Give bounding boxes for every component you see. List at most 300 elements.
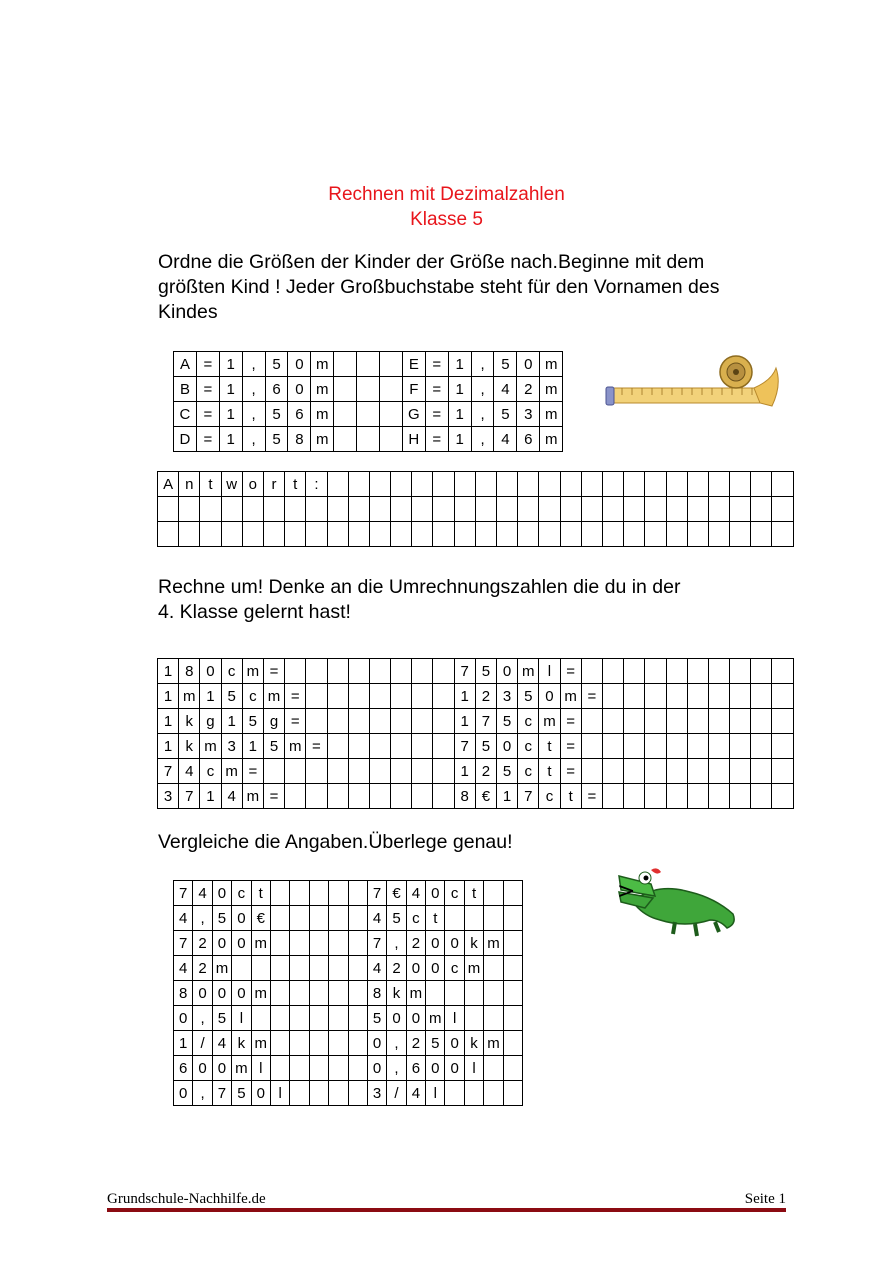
task1-line-2: größten Kind ! Jeder Großbuchstabe steht für den Vornamen des — [158, 276, 720, 298]
grid-cell — [309, 881, 328, 906]
task1-line-3: Kindes — [158, 301, 218, 323]
grid-cell: G — [402, 402, 425, 427]
grid-cell: 4 — [406, 1081, 425, 1106]
grid-cell — [581, 709, 602, 734]
grid-cell: 1 — [221, 709, 242, 734]
grid-cell — [708, 659, 729, 684]
heights-table — [173, 351, 563, 452]
grid-row — [174, 1081, 523, 1106]
grid-cell — [334, 377, 357, 402]
title-line-1: Rechnen mit Dezimalzahlen — [328, 184, 565, 205]
grid-cell: m — [484, 1031, 503, 1056]
footer-page-number: Seite 1 — [744, 1191, 786, 1207]
grid-cell — [433, 734, 454, 759]
grid-cell: = — [196, 377, 219, 402]
grid-cell: = — [196, 427, 219, 452]
grid-cell — [179, 522, 200, 547]
grid-cell: 0 — [288, 377, 311, 402]
grid-cell: 8 — [288, 427, 311, 452]
grid-cell — [539, 472, 560, 497]
task1-line-1: Ordne die Größen der Kinder der Größe nach.Beginne mit dem — [158, 251, 705, 273]
grid-row — [174, 352, 563, 377]
grid-cell — [348, 931, 367, 956]
grid-cell: 5 — [221, 684, 242, 709]
grid-cell — [290, 956, 309, 981]
grid-cell — [624, 734, 645, 759]
grid-cell — [772, 734, 793, 759]
grid-cell: r — [263, 472, 284, 497]
grid-cell — [503, 931, 522, 956]
grid-row — [174, 906, 523, 931]
grid-cell — [730, 784, 751, 809]
grid-cell — [412, 659, 433, 684]
grid-cell — [475, 472, 496, 497]
grid-cell — [433, 709, 454, 734]
grid-cell — [708, 472, 729, 497]
grid-cell — [687, 684, 708, 709]
grid-cell: , — [387, 931, 406, 956]
grid-cell — [445, 1081, 464, 1106]
grid-cell: t — [464, 881, 483, 906]
grid-cell: c — [518, 759, 539, 784]
grid-cell: 5 — [518, 684, 539, 709]
grid-cell: E — [402, 352, 425, 377]
grid-cell: g — [263, 709, 284, 734]
grid-cell — [624, 709, 645, 734]
grid-cell — [464, 906, 483, 931]
grid-cell — [475, 522, 496, 547]
grid-cell: , — [193, 1081, 212, 1106]
grid-cell — [751, 684, 772, 709]
grid-cell — [645, 784, 666, 809]
grid-cell — [263, 759, 284, 784]
grid-cell: l — [426, 1081, 445, 1106]
grid-cell: 1 — [219, 427, 242, 452]
grid-cell — [391, 784, 412, 809]
grid-cell — [290, 881, 309, 906]
footer-divider — [107, 1208, 786, 1212]
grid-cell: = — [560, 709, 581, 734]
grid-cell — [357, 402, 380, 427]
grid-cell: , — [471, 352, 494, 377]
grid-cell: k — [179, 709, 200, 734]
grid-cell — [263, 497, 284, 522]
grid-cell — [270, 931, 289, 956]
grid-cell: 5 — [497, 759, 518, 784]
grid-row — [158, 759, 794, 784]
grid-cell: 1 — [448, 377, 471, 402]
grid-cell: 0 — [367, 1056, 386, 1081]
grid-cell — [464, 981, 483, 1006]
grid-cell — [309, 906, 328, 931]
grid-cell — [309, 956, 328, 981]
grid-cell: m — [200, 734, 221, 759]
grid-cell — [624, 759, 645, 784]
grid-cell: = — [196, 352, 219, 377]
grid-cell — [306, 659, 327, 684]
grid-cell — [602, 497, 623, 522]
grid-cell: m — [242, 659, 263, 684]
grid-cell: , — [242, 352, 265, 377]
grid-cell: 0 — [232, 931, 251, 956]
grid-cell — [242, 522, 263, 547]
grid-cell — [730, 759, 751, 784]
grid-cell: 0 — [426, 931, 445, 956]
grid-cell — [270, 1031, 289, 1056]
grid-cell: = — [242, 759, 263, 784]
grid-cell: m — [311, 402, 334, 427]
grid-cell — [581, 472, 602, 497]
grid-cell — [708, 784, 729, 809]
grid-cell — [329, 1031, 348, 1056]
grid-cell — [306, 684, 327, 709]
grid-cell — [348, 906, 367, 931]
grid-cell — [751, 759, 772, 784]
grid-cell — [772, 784, 793, 809]
grid-cell — [518, 472, 539, 497]
grid-cell: , — [471, 377, 494, 402]
grid-cell — [772, 709, 793, 734]
grid-cell — [484, 906, 503, 931]
grid-cell: 8 — [179, 659, 200, 684]
grid-cell — [270, 1006, 289, 1031]
grid-cell: c — [539, 784, 560, 809]
grid-cell: 5 — [475, 734, 496, 759]
grid-cell — [445, 906, 464, 931]
grid-row — [174, 981, 523, 1006]
grid-cell — [518, 497, 539, 522]
grid-cell: 5 — [263, 734, 284, 759]
grid-cell: 0 — [288, 352, 311, 377]
grid-cell: 1 — [200, 684, 221, 709]
grid-cell: t — [426, 906, 445, 931]
grid-cell — [484, 1006, 503, 1031]
grid-cell — [348, 784, 369, 809]
grid-cell: 1 — [158, 684, 179, 709]
grid-cell — [290, 981, 309, 1006]
grid-cell: w — [221, 472, 242, 497]
grid-cell: A — [158, 472, 179, 497]
grid-cell: 0 — [212, 931, 231, 956]
grid-cell — [357, 377, 380, 402]
grid-cell — [380, 377, 403, 402]
grid-cell: , — [242, 377, 265, 402]
grid-cell: o — [242, 472, 263, 497]
grid-cell — [348, 734, 369, 759]
grid-cell — [329, 1006, 348, 1031]
grid-cell: , — [193, 906, 212, 931]
grid-cell — [327, 684, 348, 709]
grid-cell — [433, 659, 454, 684]
grid-cell: € — [387, 881, 406, 906]
grid-cell: 0 — [445, 931, 464, 956]
grid-cell — [560, 472, 581, 497]
grid-cell — [334, 352, 357, 377]
grid-cell: 3 — [221, 734, 242, 759]
grid-cell: = — [581, 684, 602, 709]
grid-row — [158, 684, 794, 709]
grid-cell: 5 — [387, 906, 406, 931]
grid-cell: t — [560, 784, 581, 809]
grid-cell: 5 — [494, 352, 517, 377]
grid-cell: l — [464, 1056, 483, 1081]
grid-cell — [645, 734, 666, 759]
grid-cell — [687, 659, 708, 684]
grid-cell — [327, 659, 348, 684]
grid-row — [174, 377, 563, 402]
grid-cell — [309, 931, 328, 956]
grid-row — [174, 1006, 523, 1031]
grid-row — [174, 427, 563, 452]
grid-cell — [433, 759, 454, 784]
grid-cell — [602, 709, 623, 734]
grid-cell: m — [540, 402, 563, 427]
grid-cell: 1 — [158, 659, 179, 684]
grid-cell — [221, 497, 242, 522]
grid-cell — [369, 497, 390, 522]
grid-cell: t — [539, 759, 560, 784]
grid-cell: t — [251, 881, 270, 906]
grid-cell: 0 — [387, 1006, 406, 1031]
grid-cell: l — [539, 659, 560, 684]
page-title — [0, 182, 893, 232]
grid-cell: 5 — [242, 709, 263, 734]
grid-cell — [329, 981, 348, 1006]
grid-cell: 2 — [517, 377, 540, 402]
grid-cell: 0 — [200, 659, 221, 684]
grid-cell — [412, 759, 433, 784]
grid-cell — [327, 759, 348, 784]
grid-cell: 2 — [475, 684, 496, 709]
grid-cell: € — [251, 906, 270, 931]
grid-cell: c — [242, 684, 263, 709]
grid-cell — [730, 659, 751, 684]
grid-cell — [348, 759, 369, 784]
grid-cell: m — [212, 956, 231, 981]
grid-cell — [270, 1056, 289, 1081]
grid-cell — [708, 759, 729, 784]
grid-cell — [730, 684, 751, 709]
grid-cell — [751, 709, 772, 734]
grid-cell — [708, 522, 729, 547]
grid-cell — [602, 472, 623, 497]
grid-cell: = — [560, 659, 581, 684]
grid-cell — [290, 1031, 309, 1056]
grid-cell: H — [402, 427, 425, 452]
grid-cell — [503, 1031, 522, 1056]
grid-cell — [624, 522, 645, 547]
grid-cell — [503, 981, 522, 1006]
grid-cell — [348, 1031, 367, 1056]
grid-cell: 7 — [454, 734, 475, 759]
grid-cell: 4 — [221, 784, 242, 809]
crocodile-greater-than-icon — [615, 862, 740, 940]
task2-line-2: 4. Klasse gelernt hast! — [158, 601, 351, 623]
grid-cell: l — [251, 1056, 270, 1081]
grid-cell: 1 — [454, 684, 475, 709]
grid-cell — [751, 472, 772, 497]
grid-cell: 0 — [426, 956, 445, 981]
grid-cell: 0 — [497, 734, 518, 759]
grid-row — [158, 659, 794, 684]
grid-cell: m — [232, 1056, 251, 1081]
grid-cell — [357, 352, 380, 377]
grid-cell — [772, 522, 793, 547]
grid-cell: 4 — [494, 377, 517, 402]
grid-cell: m — [242, 784, 263, 809]
grid-cell — [329, 931, 348, 956]
grid-cell — [539, 497, 560, 522]
grid-cell: t — [200, 472, 221, 497]
grid-cell — [433, 522, 454, 547]
grid-cell — [645, 684, 666, 709]
grid-cell: m — [179, 684, 200, 709]
grid-cell — [708, 734, 729, 759]
grid-cell — [687, 522, 708, 547]
grid-cell — [369, 659, 390, 684]
grid-cell: 0 — [367, 1031, 386, 1056]
grid-cell: c — [518, 709, 539, 734]
grid-row — [158, 472, 794, 497]
grid-cell — [645, 759, 666, 784]
grid-cell: 1 — [448, 402, 471, 427]
grid-cell: = — [425, 377, 448, 402]
grid-cell — [329, 1056, 348, 1081]
grid-cell — [200, 522, 221, 547]
grid-cell: 0 — [212, 981, 231, 1006]
grid-cell: 0 — [193, 981, 212, 1006]
grid-cell — [232, 956, 251, 981]
grid-cell — [306, 522, 327, 547]
grid-cell — [666, 709, 687, 734]
grid-cell: 2 — [406, 931, 425, 956]
grid-cell — [772, 472, 793, 497]
grid-cell: k — [387, 981, 406, 1006]
grid-cell: c — [518, 734, 539, 759]
grid-cell: F — [402, 377, 425, 402]
grid-cell — [503, 1006, 522, 1031]
grid-cell — [369, 472, 390, 497]
grid-cell: = — [560, 734, 581, 759]
grid-cell: 5 — [212, 906, 231, 931]
grid-cell: 0 — [193, 1056, 212, 1081]
grid-cell — [602, 759, 623, 784]
grid-cell: , — [242, 402, 265, 427]
grid-cell — [309, 1006, 328, 1031]
grid-cell: 8 — [174, 981, 193, 1006]
grid-cell — [309, 1031, 328, 1056]
grid-cell: l — [445, 1006, 464, 1031]
grid-cell: 3 — [367, 1081, 386, 1106]
grid-cell: m — [285, 734, 306, 759]
grid-row — [158, 709, 794, 734]
grid-cell: , — [193, 1006, 212, 1031]
grid-cell — [497, 522, 518, 547]
grid-cell — [391, 659, 412, 684]
grid-cell — [645, 497, 666, 522]
grid-cell: m — [251, 981, 270, 1006]
grid-cell: 1 — [242, 734, 263, 759]
grid-cell: A — [174, 352, 197, 377]
grid-cell: 7 — [212, 1081, 231, 1106]
grid-cell — [708, 497, 729, 522]
grid-cell — [329, 956, 348, 981]
grid-row — [174, 931, 523, 956]
grid-cell: 2 — [193, 956, 212, 981]
grid-cell — [348, 497, 369, 522]
grid-cell — [270, 906, 289, 931]
grid-cell — [348, 956, 367, 981]
grid-cell — [666, 784, 687, 809]
grid-cell: 0 — [212, 881, 231, 906]
grid-cell: m — [484, 931, 503, 956]
comparison-table — [173, 880, 523, 1106]
grid-cell — [624, 784, 645, 809]
grid-cell: 5 — [475, 659, 496, 684]
grid-cell: l — [270, 1081, 289, 1106]
grid-cell — [221, 522, 242, 547]
grid-cell: € — [475, 784, 496, 809]
grid-cell: 5 — [426, 1031, 445, 1056]
grid-row — [174, 1031, 523, 1056]
grid-cell — [503, 881, 522, 906]
grid-cell — [484, 1081, 503, 1106]
grid-cell — [348, 881, 367, 906]
grid-cell — [730, 709, 751, 734]
grid-cell — [708, 684, 729, 709]
grid-cell: 4 — [174, 956, 193, 981]
grid-cell: 4 — [367, 906, 386, 931]
grid-cell — [497, 497, 518, 522]
grid-cell — [348, 472, 369, 497]
grid-row — [158, 734, 794, 759]
grid-cell — [539, 522, 560, 547]
grid-cell — [503, 906, 522, 931]
grid-cell — [391, 684, 412, 709]
grid-cell — [391, 759, 412, 784]
grid-cell — [602, 522, 623, 547]
grid-cell: 0 — [406, 1006, 425, 1031]
grid-cell — [285, 522, 306, 547]
grid-cell — [503, 956, 522, 981]
conversion-table — [157, 658, 794, 809]
grid-cell: 1 — [454, 709, 475, 734]
grid-cell — [581, 759, 602, 784]
grid-cell — [772, 684, 793, 709]
grid-cell — [285, 784, 306, 809]
grid-cell — [200, 497, 221, 522]
grid-cell — [751, 784, 772, 809]
grid-cell — [645, 472, 666, 497]
grid-cell: m — [251, 931, 270, 956]
grid-cell — [497, 472, 518, 497]
grid-cell: , — [387, 1056, 406, 1081]
grid-cell — [348, 981, 367, 1006]
grid-cell — [730, 522, 751, 547]
grid-cell: 7 — [367, 881, 386, 906]
grid-cell — [772, 497, 793, 522]
grid-cell: 7 — [518, 784, 539, 809]
grid-cell — [666, 759, 687, 784]
grid-cell: 1 — [158, 734, 179, 759]
grid-cell: c — [445, 956, 464, 981]
grid-cell: 1 — [448, 352, 471, 377]
grid-cell: 4 — [494, 427, 517, 452]
grid-cell — [412, 709, 433, 734]
grid-cell: 5 — [232, 1081, 251, 1106]
grid-cell — [454, 472, 475, 497]
grid-cell: = — [285, 709, 306, 734]
